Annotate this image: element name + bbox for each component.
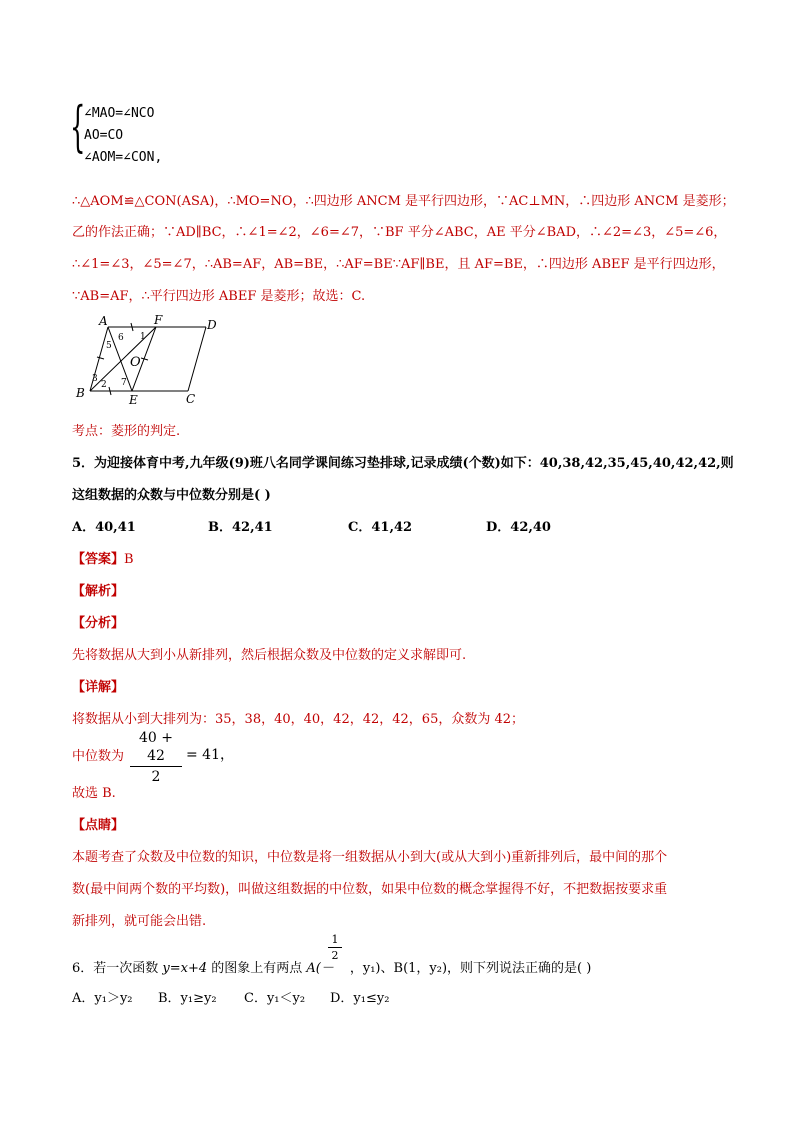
fenxi-text: 先将数据从大到小从新排列，然后根据众数及中位数的定义求解即可. (72, 648, 467, 663)
q5-option-a: A．40,41 (72, 520, 136, 535)
answer-label: 【答案】 (72, 552, 125, 567)
proof-line-3: ∴∠1=∠3，∠5=∠7，∴AB=AF，AB=BE，∴AF=BE∵AF∥BE，且 AF=BE，∴四边形 ABEF 是平行四边形， (72, 257, 725, 272)
fraction-bar (328, 947, 342, 948)
q6-option-c: C．y₁＜y₂ (244, 991, 306, 1006)
q5-stem-line-1: 5．为迎接体育中考,九年级(9)班八名同学课间练习垫排球,记录成绩(个数)如下：40,38,42,35,45,40,42,42,则 (72, 456, 734, 471)
angle-5: 5 (106, 341, 112, 351)
side-DC (188, 327, 206, 391)
q6-function: y=x+4 (162, 961, 208, 976)
angle-6: 6 (118, 333, 124, 343)
label-F: F (154, 315, 163, 327)
q6-frac-num: 1 (331, 933, 339, 946)
rhombus-figure (70, 315, 230, 405)
dianjing-line-1: 本题考查了众数及中位数的知识，中位数是将一组数据从小到大(或从大到小)重新排列后，最中间的那个 (72, 850, 668, 865)
label-E: E (129, 393, 138, 405)
proof-line-4: ∵AB=AF，∴平行四边形 ABEF 是菱形；故选：C. (72, 289, 366, 304)
q5-option-d: D．42,40 (486, 520, 551, 535)
median-result: = 41， (186, 747, 234, 763)
xiangjie-text: 将数据从小到大排列为：35，38，40，40，42，42，42，65，众数为 42； (72, 712, 525, 727)
q6-mid: 的图象上有两点 (207, 961, 307, 976)
q6-point-a: A(－ (306, 961, 334, 976)
angle-3: 3 (92, 374, 98, 384)
proof-line-1: ∴△AOM≌△CON(ASA)，∴MO=NO，∴四边形 ANCM 是平行四边形，∵AC⊥MN，∴四边形 ANCM 是菱形； (72, 194, 735, 209)
kaodian: 考点：菱形的判定. (72, 424, 181, 439)
dianjing-line-3: 新排列，就可能会出错. (72, 914, 207, 929)
system-line-3: ∠AOM=∠CON, (84, 150, 163, 165)
answer-value: B (124, 552, 134, 567)
q6-frac-den: 2 (331, 949, 339, 962)
system-line-1: ∠MAO=∠NCO (84, 106, 155, 121)
q6-option-d: D．y₁≤y₂ (330, 991, 390, 1006)
angle-2: 2 (101, 380, 107, 390)
guxuan: 故选 B. (72, 786, 116, 801)
dianjing-heading: 【点睛】 (72, 818, 125, 833)
q6-option-a: A．y₁＞y₂ (72, 991, 133, 1006)
median-denominator: 2 (151, 769, 161, 785)
label-C: C (186, 392, 196, 405)
left-brace: { (70, 95, 86, 158)
jiexi-heading: 【解析】 (72, 584, 125, 599)
label-B: B (76, 386, 85, 400)
system-line-2: AO=CO (84, 128, 124, 143)
fraction-bar (130, 766, 182, 767)
q6-point-b: B(1，y₂)，则下列说法正确的是( ) (393, 961, 592, 976)
median-numerator: 40 + 42 (139, 730, 173, 764)
median-fraction (130, 729, 182, 786)
dianjing-line-2: 数(最中间两个数的平均数)，叫做这组数据的中位数，如果中位数的概念掌握得不好，不把数据按要求重 (72, 882, 668, 897)
xiangjie-heading: 【详解】 (72, 680, 125, 695)
q6-prefix: 6．若一次函数 (72, 961, 163, 976)
q6-option-b: B．y₁≥y₂ (158, 991, 217, 1006)
q5-option-c: C．41,42 (348, 520, 413, 535)
q6-fraction (328, 933, 342, 962)
median-prefix: 中位数为 (72, 749, 125, 764)
fenxi-heading: 【分析】 (72, 616, 125, 631)
label-D: D (207, 318, 217, 332)
q5-stem-line-2: 这组数据的众数与中位数分别是( ) (72, 488, 271, 503)
angle-7: 7 (121, 378, 127, 388)
tick-mark (97, 357, 104, 359)
label-O: O (130, 355, 141, 370)
q6-point-a-rest: ，y₁)、 (349, 961, 394, 976)
angle-1: 1 (140, 332, 146, 342)
q5-option-b: B．42,41 (208, 520, 273, 535)
answer-line (72, 548, 134, 567)
proof-line-2: 乙的作法正确；∵AD∥BC，∴∠1=∠2，∠6=∠7，∵BF 平分∠ABC，AE 平分∠BAD，∴∠2=∠3，∠5=∠6， (72, 225, 727, 240)
label-A: A (99, 315, 108, 328)
